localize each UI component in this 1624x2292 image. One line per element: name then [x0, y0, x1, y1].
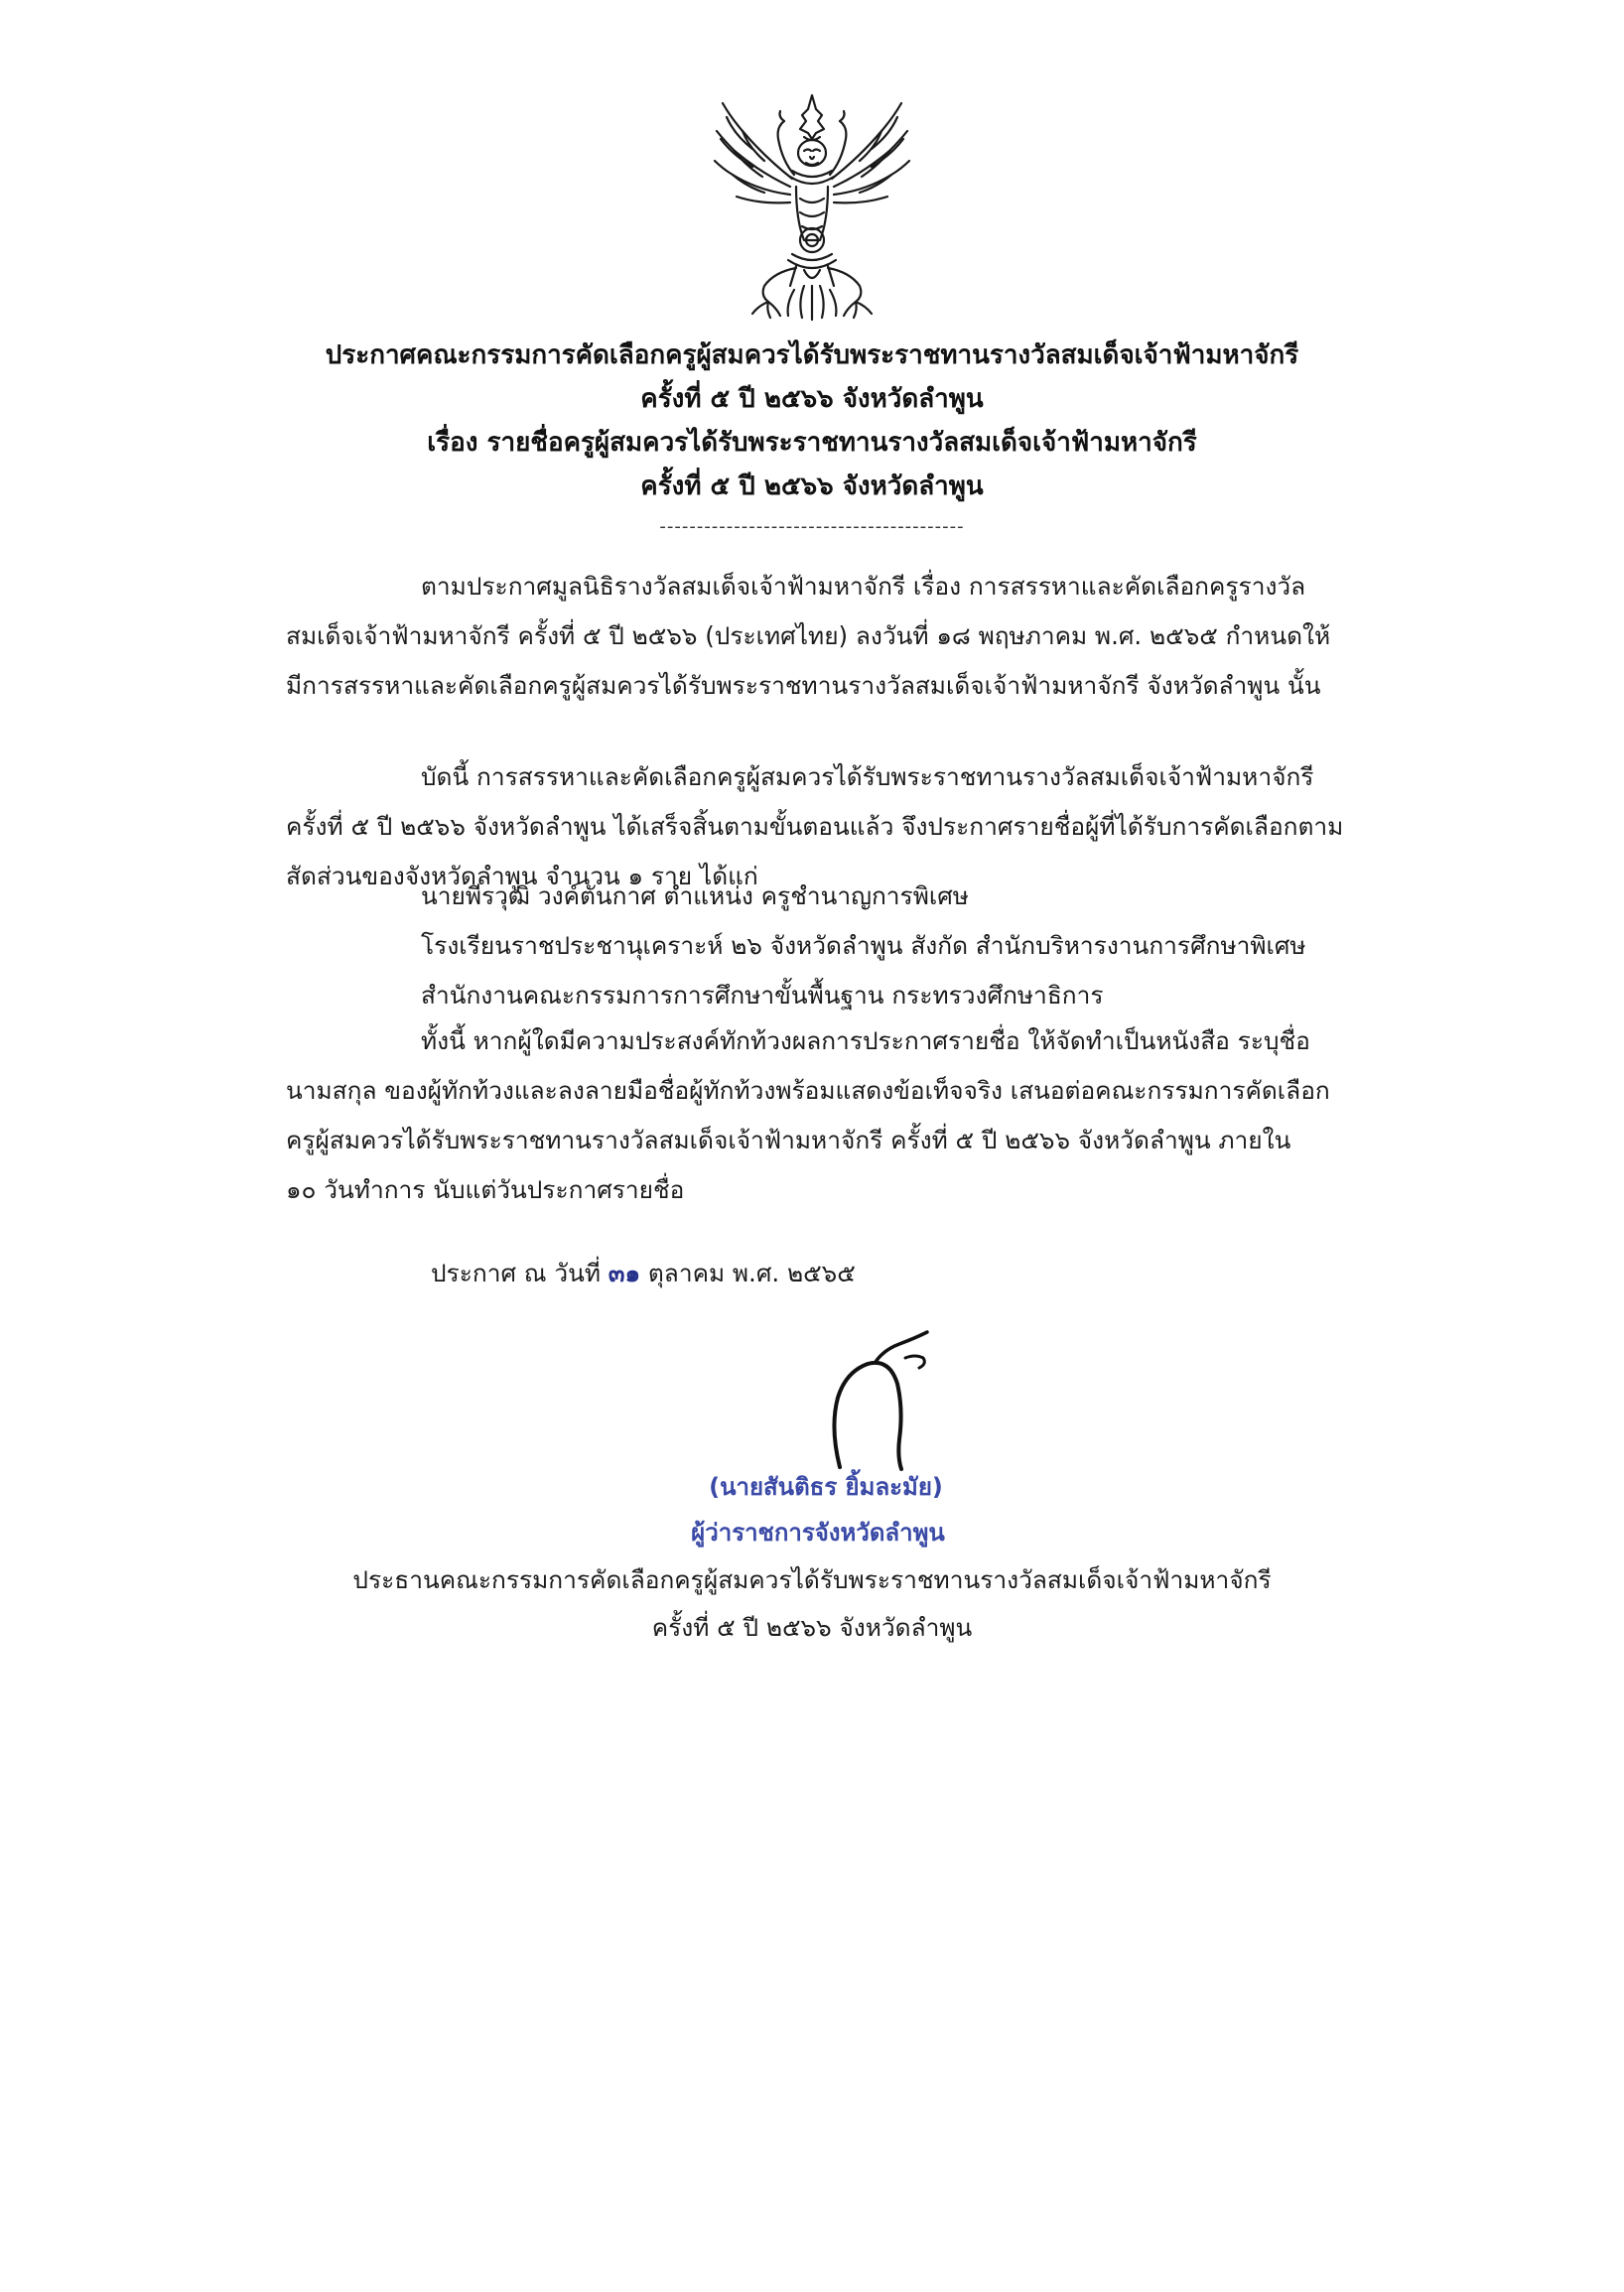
title-separator: -----------------------------------------: [659, 516, 965, 537]
garuda-emblem-icon: [713, 91, 911, 322]
announcement-title: [0, 334, 1624, 508]
signatory-name: (นายสันติธร ยิ้มละมัย): [709, 1473, 943, 1501]
paragraph-reference: [286, 562, 1396, 711]
subject-line-2: ครั้งที่ ๕ ปี ๒๕๖๖ จังหวัดลำพูน: [640, 472, 984, 501]
nominee-school-line: โรงเรียนราชประชานุเคราะห์ ๒๖ จังหวัดลำพูน สังกัด สำนักบริหารงานการศึกษาพิเศษ: [421, 931, 1306, 960]
date-prefix: ประกาศ ณ วันที่: [431, 1259, 601, 1287]
paragraph-line: ทั้งนี้ หากผู้ใดมีความประสงค์ทักท้วงผลการประกาศรายชื่อ ให้จัดทำเป็นหนังสือ ระบุชื่อ: [421, 1026, 1310, 1055]
paragraph-line: ครั้งที่ ๕ ปี ๒๕๖๖ จังหวัดลำพูน ได้เสร็จสิ้นตามขั้นตอนแล้ว จึงประกาศรายชื่อผู้ที่ได้รับการคัดเลือกตาม: [286, 812, 1344, 841]
signatory-role: [0, 1556, 1624, 1652]
paragraph-objection: [286, 1016, 1396, 1215]
signatory-role-line-1: ประธานคณะกรรมการคัดเลือกครูผู้สมควรได้รับพระราชทานรางวัลสมเด็จเจ้าฟ้ามหาจักรี: [352, 1565, 1272, 1594]
paragraph-line: บัดนี้ การสรรหาและคัดเลือกครูผู้สมควรได้รับพระราชทานรางวัลสมเด็จเจ้าฟ้ามหาจักรี: [421, 762, 1314, 791]
title-line-1: ประกาศคณะกรรมการคัดเลือกครูผู้สมควรได้รับพระราชทานรางวัลสมเด็จเจ้าฟ้ามหาจักรี: [325, 340, 1299, 370]
paragraph-line: ๑๐ วันทำการ นับแต่วันประกาศรายชื่อ: [286, 1175, 685, 1204]
date-suffix: ตุลาคม พ.ศ. ๒๕๖๕: [647, 1259, 856, 1287]
handwritten-signature-icon: [828, 1328, 947, 1477]
paragraph-line: มีการสรรหาและคัดเลือกครูผู้สมควรได้รับพระราชทานรางวัลสมเด็จเจ้าฟ้ามหาจักรี จังหวัดลำพูน นั้น: [286, 671, 1321, 700]
nominee-office-line: สำนักงานคณะกรรมการการศึกษาขั้นพื้นฐาน กระทรวงศึกษาธิการ: [421, 981, 1104, 1010]
signatory-title: ผู้ว่าราชการจังหวัดลำพูน: [691, 1519, 945, 1547]
paragraph-line: ครูผู้สมควรได้รับพระราชทานรางวัลสมเด็จเจ้าฟ้ามหาจักรี ครั้งที่ ๕ ปี ๒๕๖๖ จังหวัดลำพูน ภายใน: [286, 1126, 1291, 1154]
paragraph-line: สัดส่วนของจังหวัดลำพูน จำนวน ๑ ราย ได้แก่: [286, 862, 758, 890]
signatory-role-line-2: ครั้งที่ ๕ ปี ๒๕๖๖ จังหวัดลำพูน: [651, 1613, 973, 1642]
paragraph-line: นามสกุล ของผู้ทักท้วงและลงลายมือชื่อผู้ทักท้วงพร้อมแสดงข้อเท็จจริง เสนอต่อคณะกรรมการคัดเลือก: [286, 1076, 1330, 1105]
date-day: ๓๑: [608, 1259, 641, 1287]
announcement-date: [431, 1249, 1541, 1298]
subject-line-1: เรื่อง รายชื่อครูผู้สมควรได้รับพระราชทานรางวัลสมเด็จเจ้าฟ้ามหาจักรี: [427, 428, 1197, 458]
title-line-2: ครั้งที่ ๕ ปี ๒๕๖๖ จังหวัดลำพูน: [640, 384, 984, 414]
nominee-name-line: นายพีรวุฒิ วงค์ตันกาศ ตำแหน่ง ครูชำนาญการพิเศษ: [421, 881, 969, 910]
nominee-details: [421, 872, 1531, 1020]
paragraph-line: สมเด็จเจ้าฟ้ามหาจักรี ครั้งที่ ๕ ปี ๒๕๖๖ (ประเทศไทย) ลงวันที่ ๑๘ พฤษภาคม พ.ศ. ๒๕๖๕ กำหนดให้: [286, 621, 1331, 650]
paragraph-line: ตามประกาศมูลนิธิรางวัลสมเด็จเจ้าฟ้ามหาจักรี เรื่อง การสรรหาและคัดเลือกครูรางวัล: [421, 572, 1306, 601]
